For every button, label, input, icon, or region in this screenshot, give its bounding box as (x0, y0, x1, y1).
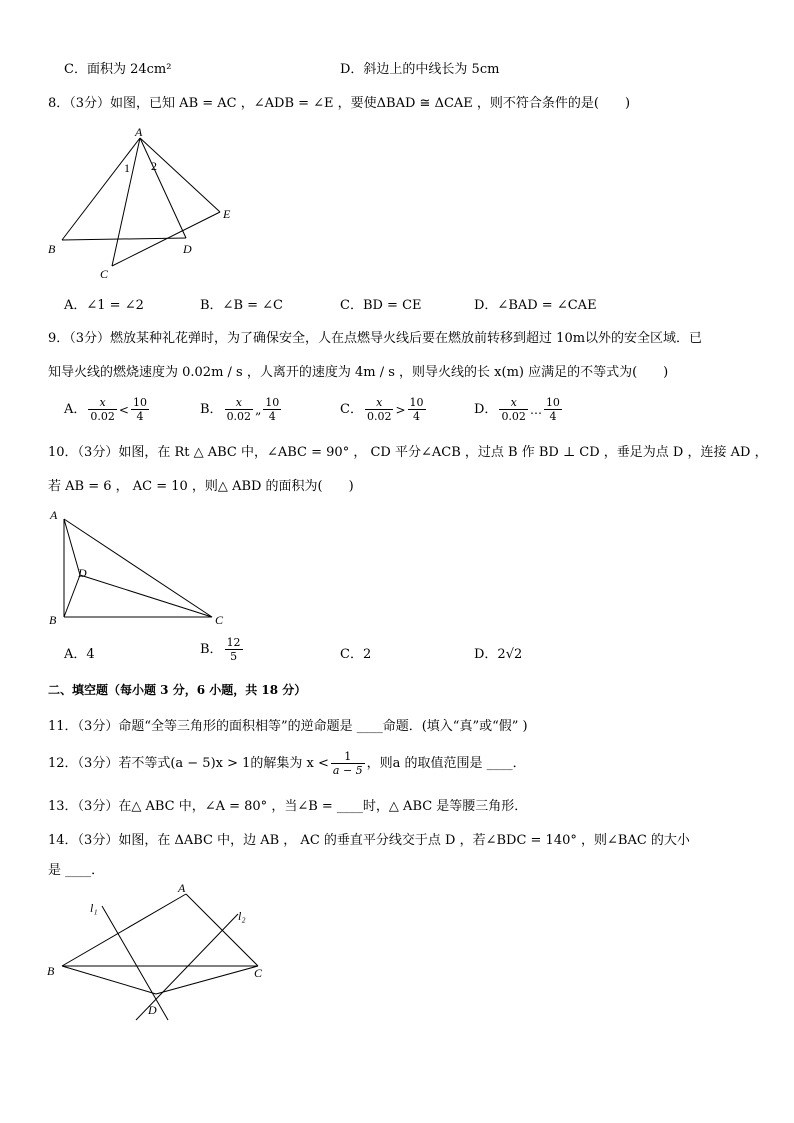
q8-angle-2: 2 (151, 159, 157, 173)
q8-option-d: D．∠BAD = ∠CAE (474, 298, 597, 313)
q8-label-d: D (183, 242, 192, 256)
q14-label-b: B (47, 964, 55, 978)
q9-option-b: B． $\frac{x}{0.02}$ „ $\frac{10}{4}$ (200, 396, 280, 423)
q10-option-a: A．4 (64, 647, 95, 662)
section-2-heading: 二、填空题（每小题 3 分，6 小题，共 18 分） (48, 683, 307, 697)
q12-stem: 12．（3分）若不等式(a − 5)x > 1的解集为 x < $\frac{1}{a - 5}$ ，则a 的取值范围是 ____． (48, 750, 526, 777)
q10-line1: 10．（3分）如图，在 Rt △ ABC 中，∠ABC = 90° ， CD 平分∠ACB ，过点 B 作 BD ⊥ CD ，垂足为点 D ，连接 AD ， (48, 445, 768, 460)
q10-option-c: C．2 (340, 647, 372, 662)
q8-label-a: A (135, 125, 143, 139)
q14-line1: 14．（3分）如图，在 ΔABC 中，边 AB ， AC 的垂直平分线交于点 D ，若∠BDC = 140° ，则∠BAC 的大小 (48, 833, 690, 848)
q14-label-l1: l₁ (90, 901, 98, 915)
q14-line2: 是 ____． (48, 863, 105, 878)
q11-stem: 11．（3分）命题“全等三角形的面积相等”的逆命题是 ____命题．(填入“真”或“假” ) (48, 719, 528, 734)
q8-figure (40, 120, 260, 285)
q10-label-c: C (215, 613, 224, 627)
q8-label-c: C (100, 267, 109, 281)
q9-line1: 9．（3分）燃放某种礼花弹时，为了确保安全，人在点燃导火线后要在燃放前转移到超过 10m以外的安全区域．已 (48, 331, 703, 346)
q10-figure (40, 505, 240, 630)
q7-option-d: D．斜边上的中线长为 5cm (340, 62, 500, 77)
q10-label-d: D (78, 566, 87, 580)
q10-line2: 若 AB = 6 ， AC = 10 ，则△ ABD 的面积为( ) (48, 479, 354, 494)
q9-option-a: A． $\frac{x}{0.02}$ < $\frac{10}{4}$ (64, 396, 147, 423)
q14-figure (40, 878, 280, 1028)
q14-label-l2: l₂ (238, 909, 246, 923)
q14-label-d: D (148, 1003, 157, 1017)
q8-stem: 8．（3分）如图，已知 AB = AC ，∠ADB = ∠E ，要使ΔBAD ≅ ΔCAE ，则不符合条件的是( ) (48, 96, 631, 111)
q13-stem: 13．（3分）在△ ABC 中，∠A = 80° ，当∠B = ____时，△ ABC 是等腰三角形． (48, 799, 528, 814)
q14-label-c: C (254, 966, 263, 980)
q8-option-b: B．∠B = ∠C (200, 298, 283, 313)
q10-option-b: B． $\frac{12}{5}$ (200, 636, 241, 663)
q8-label-b: B (48, 242, 56, 256)
q10-label-b: B (49, 613, 57, 627)
q7-option-c: C．面积为 24cm² (64, 62, 172, 77)
q9-option-d: D． $\frac{x}{0.02}$ … $\frac{10}{4}$ (474, 396, 560, 423)
q9-option-c: C． $\frac{x}{0.02}$ > $\frac{10}{4}$ (340, 396, 424, 423)
q10-label-a: A (50, 508, 58, 522)
q14-label-a: A (178, 881, 186, 895)
q9-line2: 知导火线的燃烧速度为 0.02m / s ，人离开的速度为 4m / s ，则导火线的长 x(m) 应满足的不等式为( ) (48, 365, 669, 380)
q8-option-c: C．BD = CE (340, 298, 422, 313)
q8-angle-1: 1 (124, 161, 130, 175)
q8-label-e: E (223, 207, 231, 221)
q8-option-a: A．∠1 = ∠2 (64, 298, 144, 313)
q10-option-d: D．2√2 (474, 647, 523, 662)
